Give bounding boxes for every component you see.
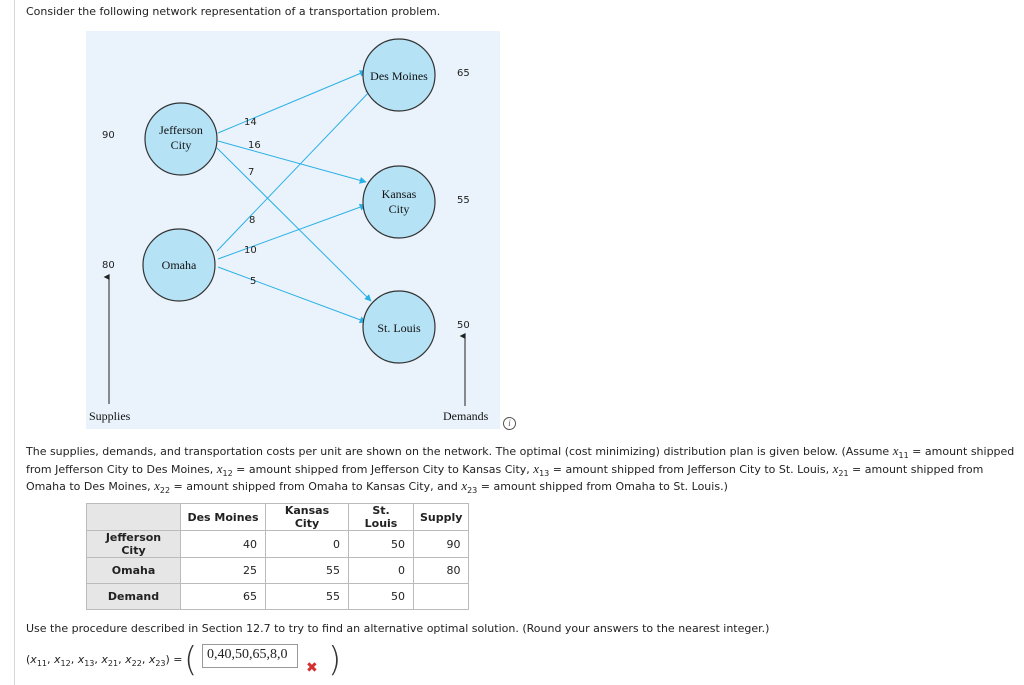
left-border [14, 0, 15, 685]
answer-input[interactable]: 0,40,50,65,8,0 [202, 644, 298, 668]
node-label: Kansas [381, 187, 417, 201]
table-cell: 0 [266, 531, 349, 558]
question-prompt: Consider the following network representation of a transportation problem. [26, 5, 441, 18]
row-header: Omaha [87, 558, 181, 584]
table-row [87, 584, 469, 610]
table-header-row [87, 504, 469, 531]
table-cell: 50 [349, 584, 414, 610]
problem-description: The supplies, demands, and transportation costs per unit are shown on the network. The optimal (cost minimizing) distribution plan is given below. (Assume $x_{11}$ = amount shipped from Jefferson City to Des Moines, $x_{12}$ = amount shipped from Jefferson City to Kansas City, $x_{13}$ = amount shipped from Jefferson City to St. Louis, $x_{21}$ = amount shipped from Omaha to Des Moines, $x_{22}$ = amount shipped from Omaha to Kansas City, and $x_{23}$ = amount shipped from Omaha to St. Louis.) [26, 443, 1015, 495]
table-cell: 50 [349, 531, 414, 558]
network-diagram [86, 31, 500, 429]
table-cell: 55 [266, 558, 349, 584]
table-cell: 90 [414, 531, 469, 558]
table-cell: 25 [181, 558, 266, 584]
table-cell: 80 [414, 558, 469, 584]
col-header: Kansas City [266, 504, 349, 531]
cost-label: 16 [248, 140, 261, 151]
node-label: City [170, 138, 192, 152]
info-icon[interactable]: i [503, 417, 516, 430]
cost-label: 10 [244, 245, 257, 256]
node-label: City [388, 202, 410, 216]
node-label: St. Louis [377, 321, 421, 335]
answer-label: ($x_{11}$, $x_{12}$, $x_{13}$, $x_{21}$, $x_{22}$, $x_{23}$) = [26, 653, 183, 668]
col-header: Des Moines [181, 504, 266, 531]
node-label: Des Moines [370, 69, 428, 83]
table-corner [87, 504, 181, 531]
node-label: Jefferson [159, 123, 203, 137]
demand-value: 65 [457, 68, 470, 79]
row-header: Jefferson City [87, 531, 181, 558]
arc-jc-kc [218, 141, 366, 182]
cross-icon: ✖ [306, 660, 318, 676]
table-row [87, 558, 469, 584]
arc-om-kc [218, 205, 366, 259]
cost-label: 14 [244, 117, 257, 128]
demand-value: 50 [457, 320, 470, 331]
table-cell: 55 [266, 584, 349, 610]
cost-label: 8 [249, 215, 256, 226]
node-label: Omaha [161, 258, 197, 272]
row-header: Demand [87, 584, 181, 610]
arc-om-sl [218, 267, 366, 322]
table-cell: 65 [181, 584, 266, 610]
instruction-text: Use the procedure described in Section 12.7 to try to find an alternative optimal solution. (Round your answers to the nearest integer.) [26, 622, 770, 635]
supply-value: 80 [102, 260, 115, 271]
cost-label: 7 [248, 167, 255, 178]
network-svg [86, 31, 500, 429]
col-header: Supply [414, 504, 469, 531]
left-paren: ( [184, 640, 198, 680]
col-header: St. Louis [349, 504, 414, 531]
right-paren: ) [328, 640, 342, 680]
distribution-plan-table [86, 503, 469, 610]
demand-value: 55 [457, 195, 470, 206]
arc-jc-dm [218, 71, 366, 133]
arc-om-dm [217, 89, 372, 251]
table-cell: 0 [349, 558, 414, 584]
table-cell [414, 584, 469, 610]
table-cell: 40 [181, 531, 266, 558]
supplies-label: Supplies [89, 409, 131, 423]
supply-value: 90 [102, 130, 115, 141]
cost-label: 5 [250, 276, 257, 287]
demands-label: Demands [443, 409, 489, 423]
table-row [87, 531, 469, 558]
